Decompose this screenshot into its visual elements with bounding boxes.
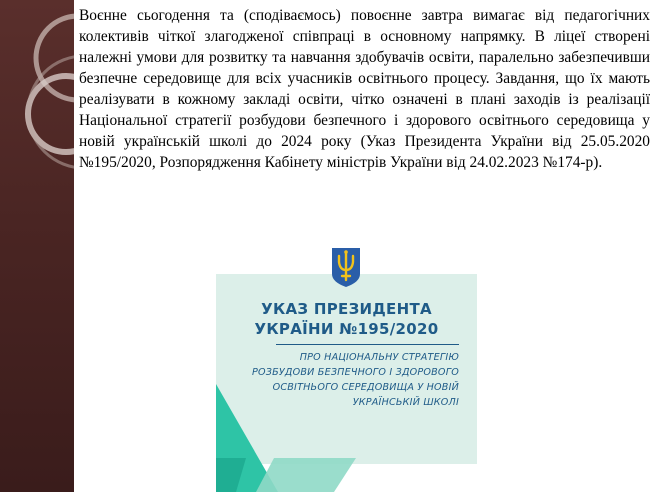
decree-subtitle-line2: РОЗБУДОВИ БЕЗПЕЧНОГО І ЗДОРОВОГО — [252, 367, 459, 378]
decorative-rings — [0, 0, 74, 492]
decorative-sidebar — [0, 0, 74, 492]
decree-subtitle — [239, 350, 459, 410]
decree-title-line2: УКРАЇНИ №195/2020 — [254, 320, 439, 338]
decree-divider — [276, 344, 459, 345]
decree-subtitle-line3: ОСВІТНЬОГО СЕРЕДОВИЩА У НОВІЙ — [272, 382, 459, 393]
decree-subtitle-line4: УКРАЇНСЬКІЙ ШКОЛІ — [352, 397, 459, 408]
decree-title-line1: УКАЗ ПРЕЗИДЕНТА — [261, 300, 432, 318]
ukraine-trident-icon — [331, 246, 361, 288]
decree-subtitle-line1: ПРО НАЦІОНАЛЬНУ СТРАТЕГІЮ — [299, 352, 459, 363]
main-paragraph: Воєнне сьогодення та (сподіваємось) повоєнне завтра вимагає від педагогічних колективів чіткої злагодженої співпраці в основному напрямку. В ліцеї створені належні умови для розвитку та навчання здобувачів освіти, паралельно забезпечивши безпечне середовище для всіх учасників освітнього процесу. Завдання, що їх мають реалізувати в кожному закладі освіти, чітко означені в плані заходів із реалізації Національної стратегії розбудови безпечного і здорового освітнього середовища у новій українській школі до 2024 року (Указ Президента України від 25.05.2020 №195/2020, Розпорядження Кабінету міністрів України від 24.02.2023 №174-р). — [79, 7, 650, 171]
decree-image — [216, 244, 477, 492]
